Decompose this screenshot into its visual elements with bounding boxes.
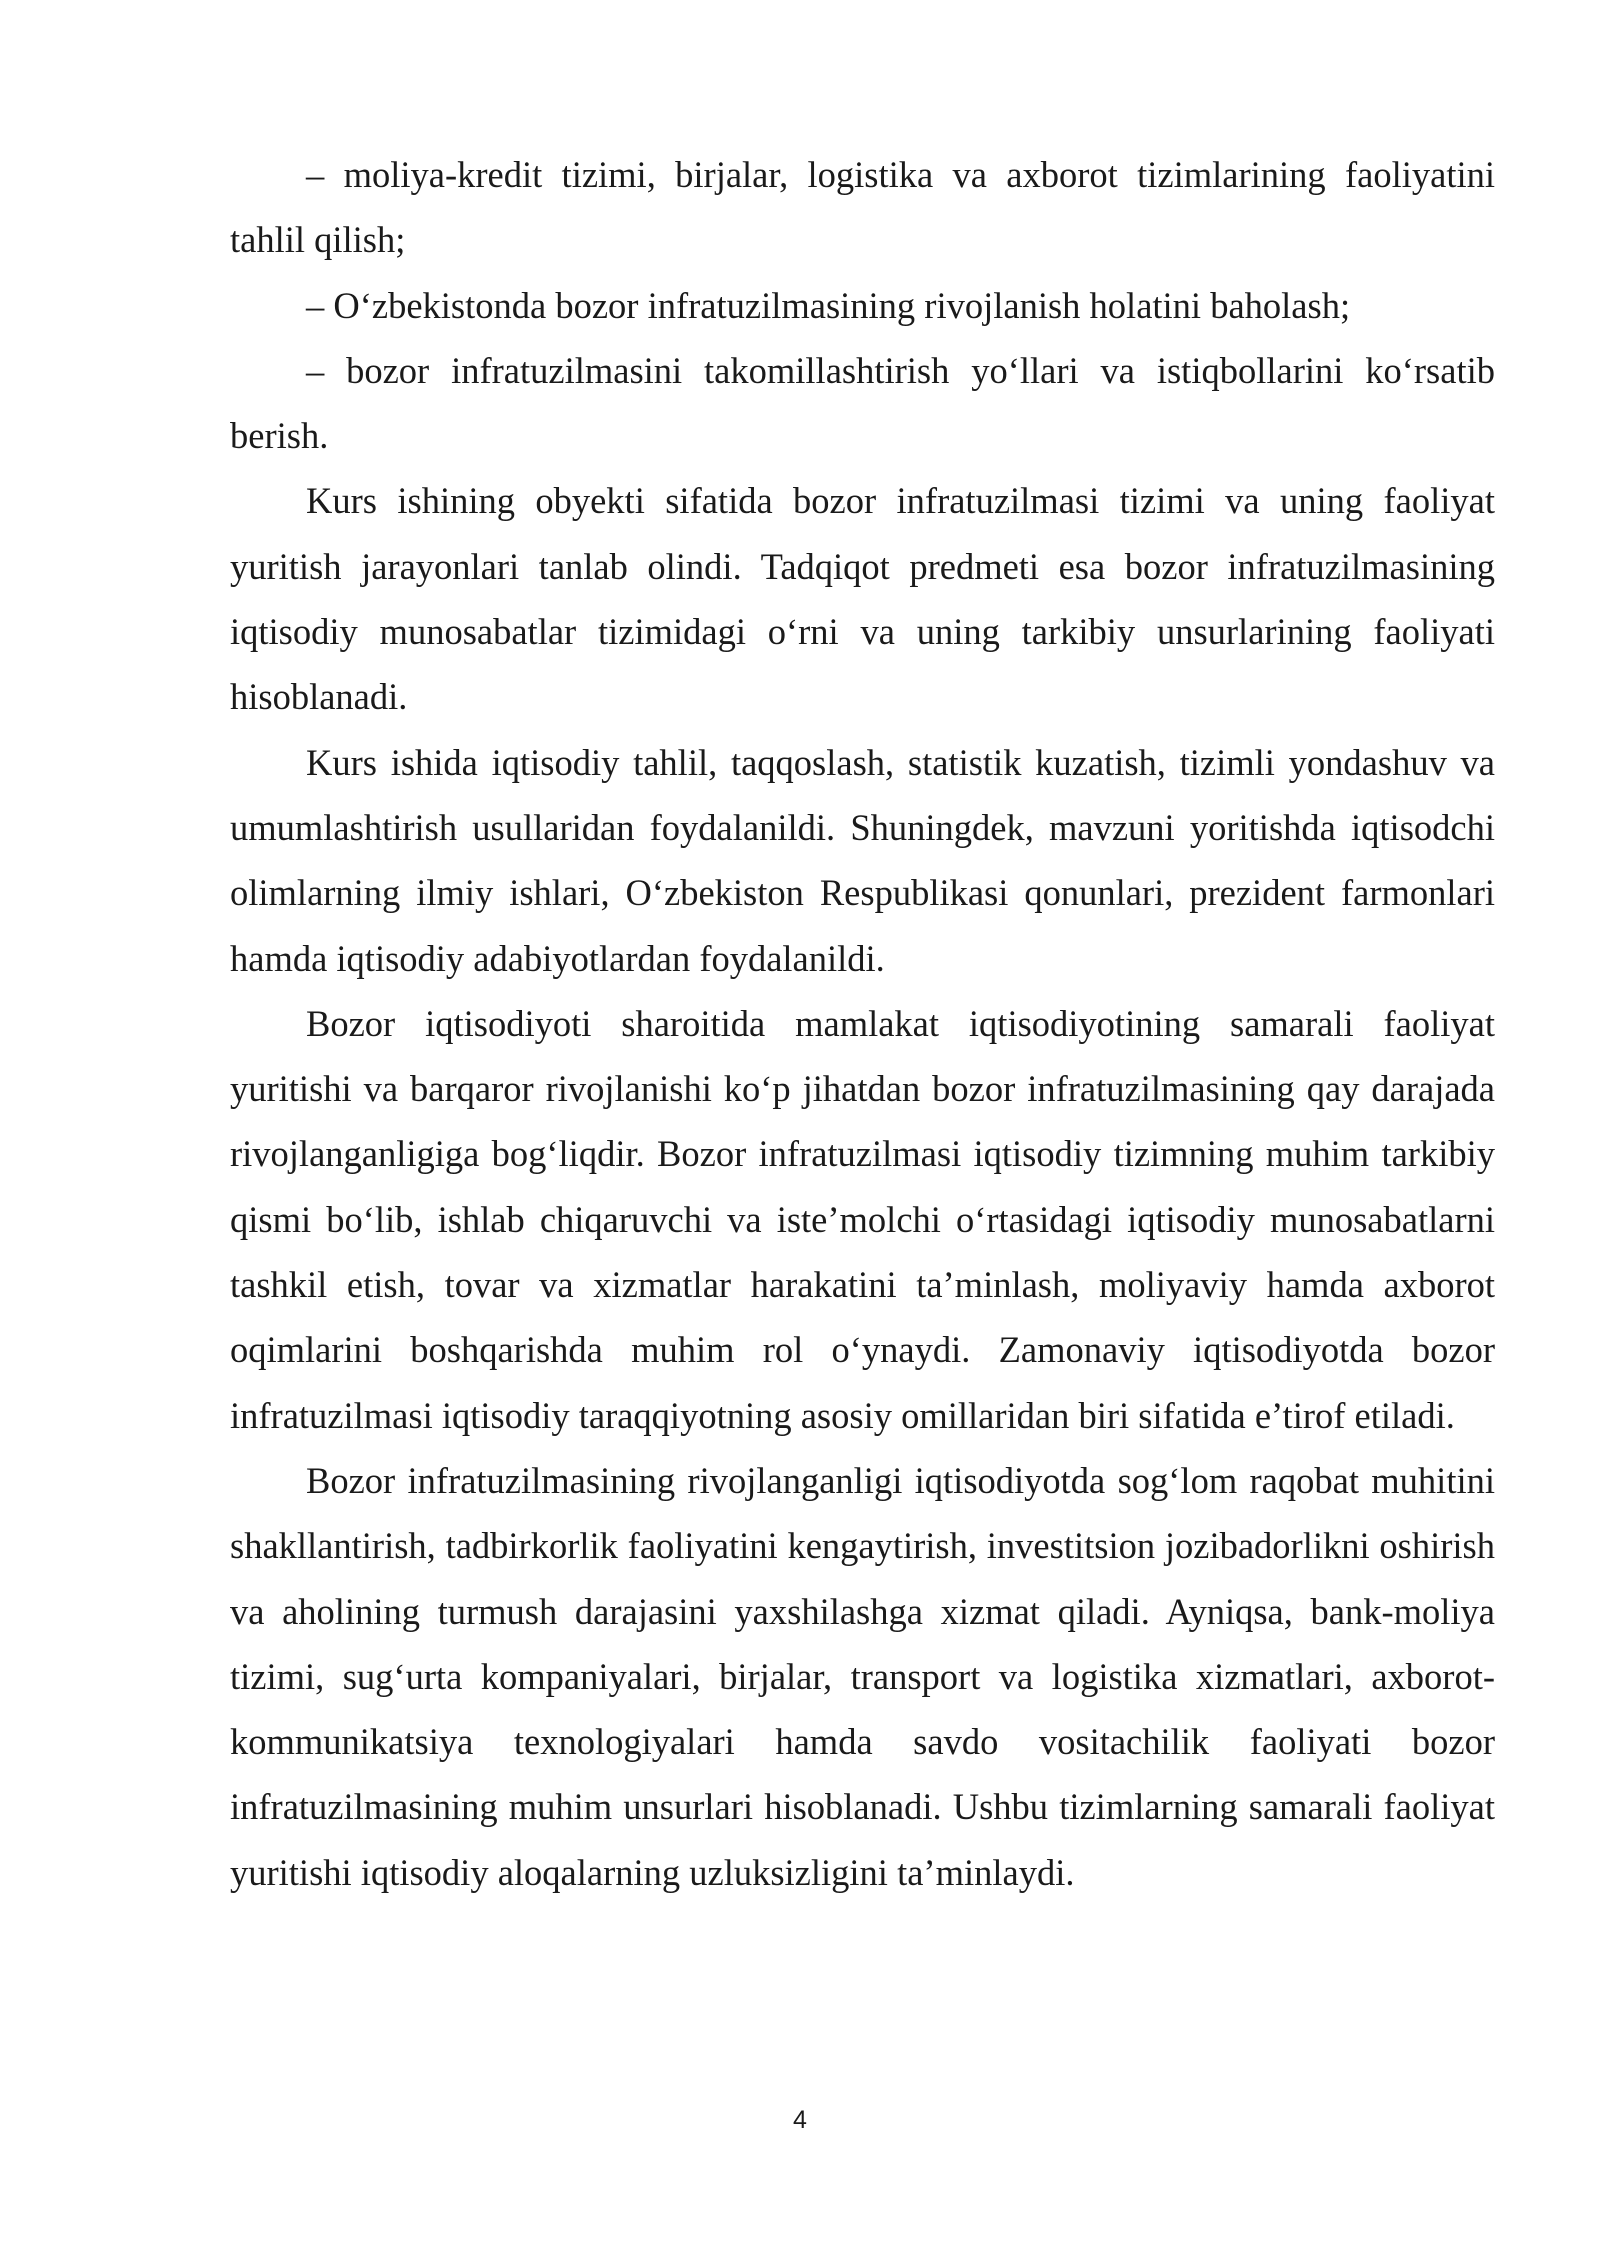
page-number: 4 [793, 2106, 807, 2134]
paragraph-research-object: Kurs ishining obyekti sifatida bozor infratuzilmasi tizimi va uning faoliyat yuritish jarayonlari tanlab olindi. Tadqiqot predmeti esa bozor infratuzilmasining iqtisodiy munosabatlar tizimidagi o‘rni va uning tarkibiy unsurlarining faoliyati hisoblanadi. [230, 480, 1495, 718]
bullet-paragraph-1: – moliya-kredit tizimi, birjalar, logistika va axborot tizimlarining faoliyatini tahlil qilish; [230, 154, 1495, 261]
paragraph-market-economy: Bozor iqtisodiyoti sharoitida mamlakat iqtisodiyotining samarali faoliyat yuritishi va barqaror rivojlanishi ko‘p jihatdan bozor infratuzilmasining qay darajada rivojlanganligiga bog‘liqdir. Bozor infratuzilmasi iqtisodiy tizimning muhim tarkibiy qismi bo‘lib, ishlab chiqaruvchi va iste’molchi o‘rtasidagi iqtisodiy munosabatlarni tashkil etish, tovar va xizmatlar harakatini ta’minlash, moliyaviy hamda axborot oqimlarini boshqarishda muhim rol o‘ynaydi. Zamonaviy iqtisodiyotda bozor infratuzilmasi iqtisodiy taraqqiyotning asosiy omillaridan biri sifatida e’tirof etiladi. [230, 1002, 1495, 1436]
bullet-paragraph-3: – bozor infratuzilmasini takomillashtirish yo‘llari va istiqbollarini ko‘rsatib berish. [230, 349, 1495, 457]
paragraph-methods: Kurs ishida iqtisodiy tahlil, taqqoslash, statistik kuzatish, tizimli yondashuv va umumlashtirish usullaridan foydalanildi. Shuningdek, mavzuni yoritishda iqtisodchi olimlarning ilmiy ishlari, O‘zbekiston Respublikasi qonunlari, prezident farmonlari hamda iqtisodiy adabiyotlardan foydalanildi. [230, 741, 1495, 979]
bullet-paragraph-2: – O‘zbekistonda bozor infratuzilmasining rivojlanish holatini baholash; [306, 284, 1351, 326]
paragraph-infrastructure-development: Bozor infratuzilmasining rivojlanganligi iqtisodiyotda sog‘lom raqobat muhitini shakllantirish, tadbirkorlik faoliyatini kengaytirish, investitsion jozibadorlikni oshirish va aholining turmush darajasini yaxshilashga xizmat qiladi. Ayniqsa, bank-moliya tizimi, sug‘urta kompaniyalari, birjalar, transport va logistika xizmatlari, axborot-kommunikatsiya texnologiyalari hamda savdo vositachilik faoliyati bozor infratuzilmasining muhim unsurlari hisoblanadi. Ushbu tizimlarning samarali faoliyat yuritishi iqtisodiy aloqalarning uzluksizligini ta’minlaydi. [230, 1459, 1495, 1893]
body-text [230, 142, 1495, 1905]
